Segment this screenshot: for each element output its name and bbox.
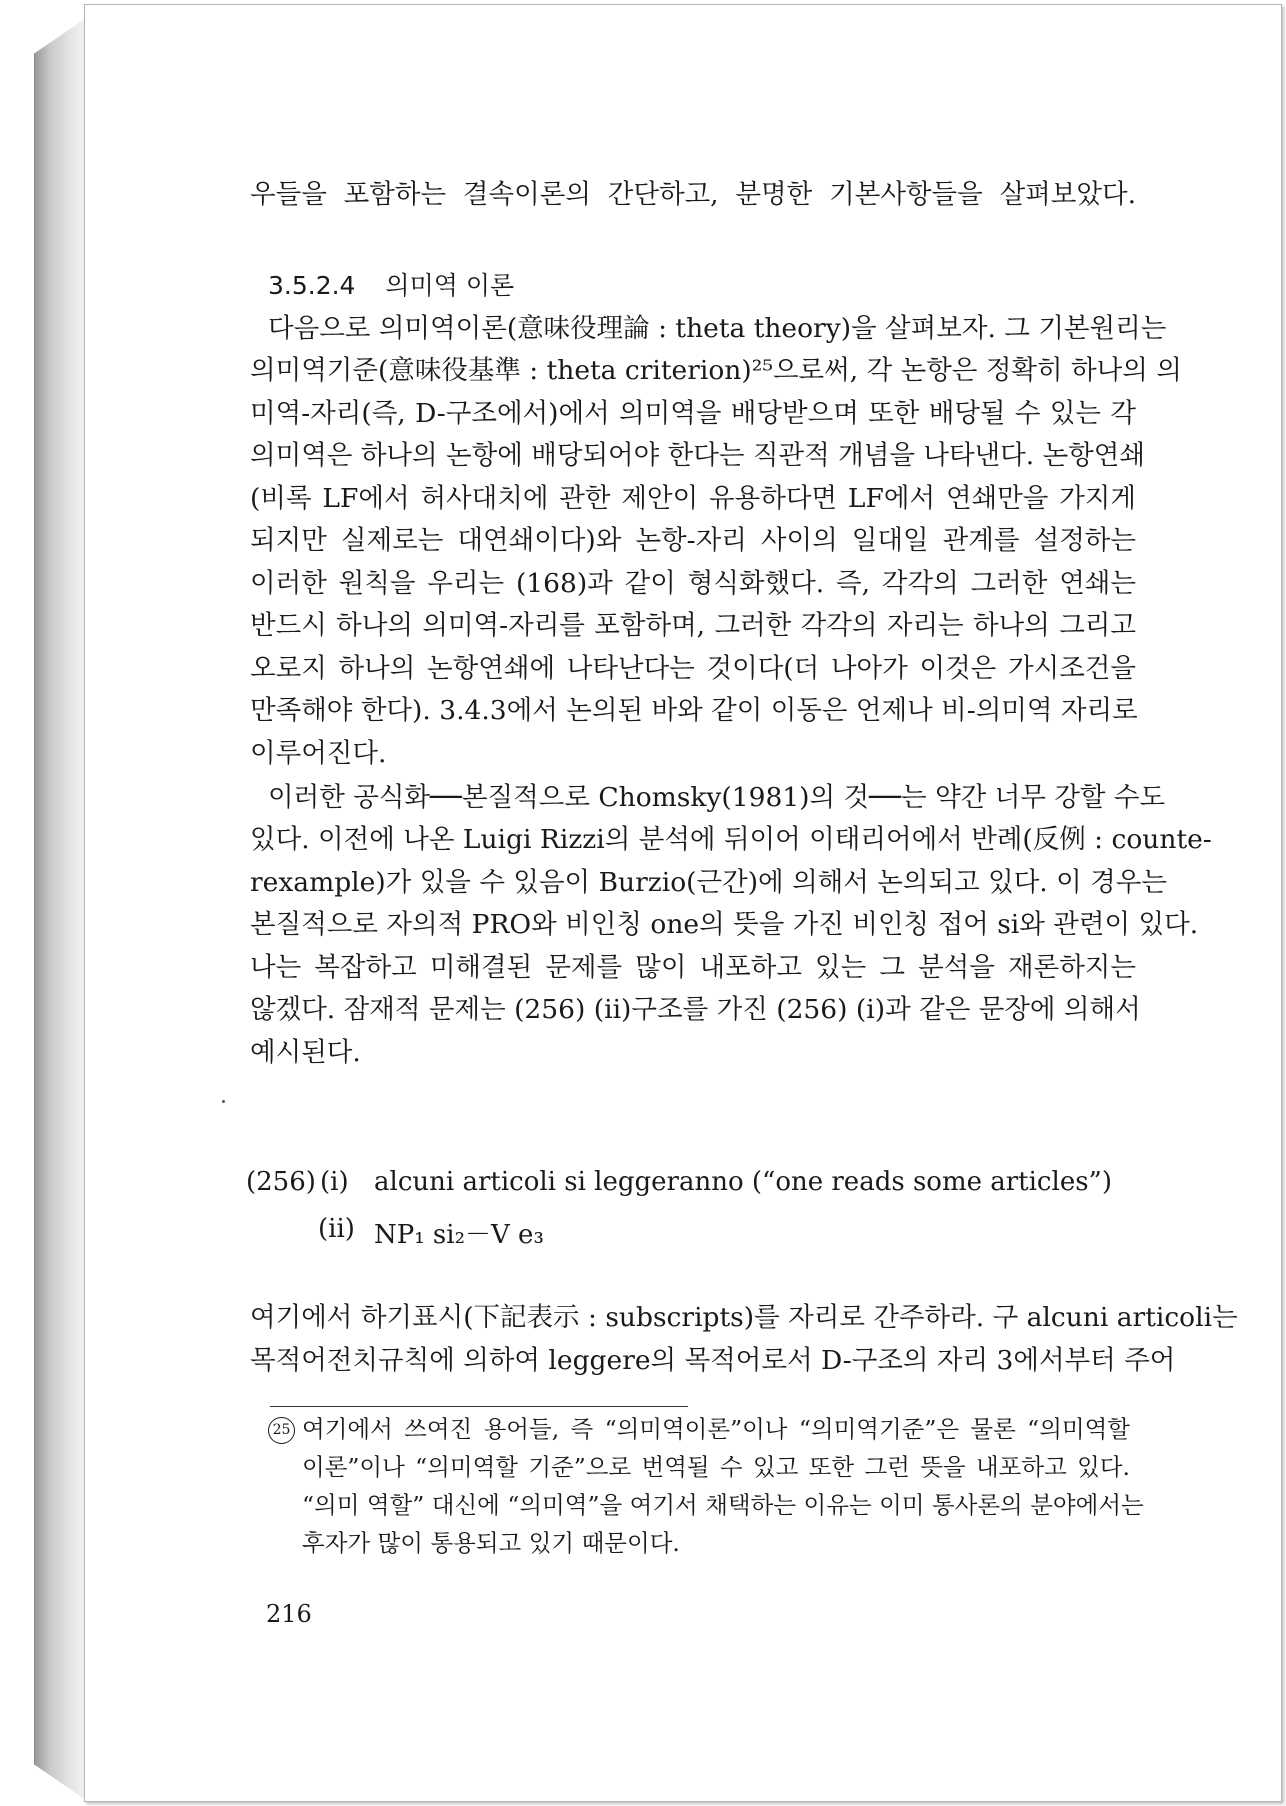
paragraph-line: 이루어진다. [250,738,387,769]
section-number: 3.5.2.4 [268,271,356,300]
top-line: 우들을 포함하는 결속이론의 간단하고, 분명한 기본사항들을 살펴보았다. [250,179,1136,210]
paragraph-line: 되지만 실제로는 대연쇄이다)와 논항-자리 사이의 일대일 관계를 설정하는 [250,525,1136,556]
scan-speck [222,1100,225,1103]
paragraph-line: 이러한 공식화──본질적으로 Chomsky(1981)의 것──는 약간 너무 강할 수도 [268,782,1166,813]
book-spine-edge [34,18,86,1800]
paragraph-line: 다음으로 의미역이론(意味役理論 : theta theory)을 살펴보자. 그 기본원리는 [268,313,1167,344]
example-item-text: alcuni articoli si leggeranno (“one reads some articles”) [374,1167,1112,1197]
paragraph-line: 만족해야 한다). 3.4.3에서 논의된 바와 같이 이동은 언제나 비-의미역 자리로 [250,695,1138,726]
paragraph-line: 오로지 하나의 논항연쇄에 나타난다는 것이다(더 나아가 이것은 가시조건을 [250,653,1136,684]
example-item-label: (ii) [318,1214,355,1244]
paragraph-line: (비록 LF에서 허사대치에 관한 제안이 유용하다면 LF에서 연쇄만을 가지게 [250,483,1136,514]
paragraph-line: 의미역기준(意味役基準 : theta criterion)²⁵으로써, 각 논항은 정확히 하나의 의 [250,355,1182,386]
footnote-marker: 25 [268,1417,295,1444]
paragraph-line: 예시된다. [250,1037,361,1068]
paragraph-line: 본질적으로 자의적 PRO와 비인칭 one의 뜻을 가진 비인칭 접어 si와 관련이 있다. [250,909,1199,940]
footnote-rule [270,1406,688,1407]
footnote-line: 후자가 많이 통용되고 있기 때문이다. [302,1529,680,1557]
paragraph-line: 않겠다. 잠재적 문제는 (256) (ii)구조를 가진 (256) (i)과 같은 문장에 의해서 [250,994,1141,1025]
footnote-line: 이론”이나 “의미역할 기준”으로 번역될 수 있고 또한 그런 뜻을 내포하고 있다. [302,1453,1130,1481]
section-title: 의미역 이론 [385,271,515,300]
page-number: 216 [266,1600,312,1628]
paragraph-line: 의미역은 하나의 논항에 배당되어야 한다는 직관적 개념을 나타낸다. 논항연쇄 [250,440,1145,471]
section-heading [268,268,1154,304]
paragraph-line: 미역-자리(즉, D-구조에서)에서 의미역을 배당받으며 또한 배당될 수 있는 각 [250,398,1136,429]
footnote-line: 여기에서 쓰여진 용어들, 즉 “의미역이론”이나 “의미역기준”은 물론 “의미역할 [302,1415,1130,1443]
example-item-label: (i) [320,1167,349,1197]
paragraph-line: 이러한 원칙을 우리는 (168)과 같이 형식화했다. 즉, 각각의 그러한 연쇄는 [250,568,1136,599]
example-item-text: NP₁ si₂－V e₃ [374,1220,544,1250]
paragraph-line: 여기에서 하기표시(下記表示 : subscripts)를 자리로 간주하라. 구 alcuni articoli는 [250,1302,1238,1333]
paragraph-line: 반드시 하나의 의미역-자리를 포함하며, 그러한 각각의 자리는 하나의 그리고 [250,610,1136,641]
paragraph-line: 목적어전치규칙에 의하여 leggere의 목적어로서 D-구조의 자리 3에서부터 주어 [250,1345,1176,1376]
paragraph-line: 있다. 이전에 나온 Luigi Rizzi의 분석에 뒤이어 이태리어에서 반례(反例 : counte- [250,824,1212,855]
paragraph-line: rexample)가 있을 수 있음이 Burzio(근간)에 의해서 논의되고 있다. 이 경우는 [250,867,1167,898]
paragraph-line: 나는 복잡하고 미해결된 문제를 많이 내포하고 있는 그 분석을 재론하지는 [250,952,1136,983]
example-number: (256) [246,1167,316,1197]
footnote-line: “의미 역할” 대신에 “의미역”을 여기서 채택하는 이유는 이미 통사론의 분야에서는 [302,1491,1144,1519]
